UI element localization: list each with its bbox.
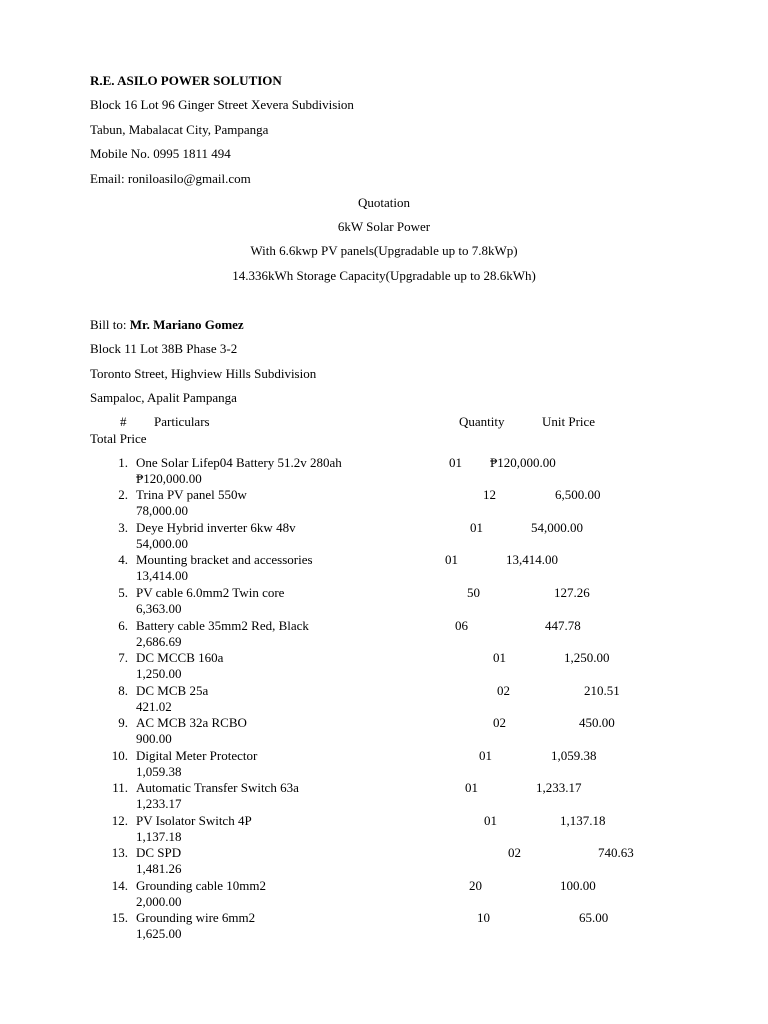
list-item [0,910,768,942]
bill-to-label: Bill to: [90,317,130,332]
item-name: Deye Hybrid inverter 6kw 48v [136,520,296,535]
item-quantity: 02 [497,683,510,698]
item-quantity: 01 [479,748,492,763]
company-mobile: Mobile No. 0995 1811 494 [90,146,231,161]
item-name: Grounding cable 10mm2 [136,878,266,893]
item-quantity: 50 [467,585,480,600]
item-name: PV Isolator Switch 4P [136,813,252,828]
item-name: Digital Meter Protector [136,748,258,763]
item-total-price: 421.02 [136,699,172,714]
company-email: Email: roniloasilo@gmail.com [90,171,251,186]
header-total-price: Total Price [90,431,147,446]
item-quantity: 01 [484,813,497,828]
item-quantity: 01 [465,780,478,795]
company-address-line1: Block 16 Lot 96 Ginger Street Xevera Subdivision [90,97,354,112]
item-unit-price: 54,000.00 [531,520,583,535]
storage-spec: 14.336kWh Storage Capacity(Upgradable up to 28.6kWh) [232,268,536,283]
item-quantity: 02 [493,715,506,730]
item-total-price: 1,481.26 [136,861,182,876]
item-unit-price: 210.51 [584,683,620,698]
header-particulars: Particulars [154,414,210,429]
item-quantity: 02 [508,845,521,860]
item-quantity: 01 [470,520,483,535]
header-quantity: Quantity [459,414,505,429]
item-unit-price: 65.00 [579,910,609,925]
item-number: 13. [111,845,128,860]
item-number: 14. [111,878,128,893]
list-item [0,455,768,487]
item-unit-price: 447.78 [545,618,581,633]
quotation-title: Quotation [358,195,410,210]
item-unit-price: 1,250.00 [564,650,610,665]
header-unit-price: Unit Price [542,414,596,429]
list-item [0,683,768,715]
item-total-price: 1,250.00 [136,666,182,681]
list-item [0,813,768,845]
item-name: AC MCB 32a RCBO [136,715,247,730]
list-item [0,748,768,780]
item-quantity: 20 [469,878,482,893]
list-item [0,520,768,552]
item-total-price: 6,363.00 [136,601,182,616]
item-number: 1. [118,455,128,470]
item-total-price: 1,137.18 [136,829,182,844]
item-total-price: 54,000.00 [136,536,188,551]
item-unit-price: 6,500.00 [555,487,601,502]
list-item [0,845,768,877]
item-number: 7. [118,650,128,665]
item-unit-price: 740.63 [598,845,634,860]
bill-to [90,317,244,332]
item-unit-price: 13,414.00 [506,552,558,567]
item-name: One Solar Lifep04 Battery 51.2v 280ah [136,455,342,470]
item-total-price: 2,686.69 [136,634,182,649]
item-name: Grounding wire 6mm2 [136,910,256,925]
item-number: 4. [118,552,128,567]
item-number: 12. [111,813,128,828]
item-name: Mounting bracket and accessories [136,552,313,567]
panels-spec: With 6.6kwp PV panels(Upgradable up to 7.8kWp) [250,243,518,258]
customer-address-line3: Sampaloc, Apalit Pampanga [90,390,237,405]
list-item [0,878,768,910]
item-number: 5. [118,585,128,600]
item-number: 9. [118,715,128,730]
list-item [0,780,768,812]
item-total-price: 1,233.17 [136,796,182,811]
list-item [0,585,768,617]
item-total-price: 78,000.00 [136,503,188,518]
item-total-price: 13,414.00 [136,568,188,583]
customer-name: Mr. Mariano Gomez [129,317,244,332]
item-name: DC MCCB 160a [136,650,224,665]
item-quantity: 01 [445,552,458,567]
item-number: 6. [118,618,128,633]
company-name: R.E. ASILO POWER SOLUTION [90,73,282,88]
item-unit-price: 127.26 [554,585,590,600]
item-unit-price: 450.00 [579,715,615,730]
item-quantity: 01 [449,455,462,470]
item-total-price: 900.00 [136,731,172,746]
list-item [0,650,768,682]
item-unit-price: ₱120,000.00 [490,455,556,470]
item-quantity: 10 [477,910,490,925]
item-total-price: 1,625.00 [136,926,182,941]
item-number: 10. [111,748,128,763]
item-number: 15. [111,910,128,925]
item-total-price: 1,059.38 [136,764,182,779]
list-item [0,552,768,584]
list-item [0,715,768,747]
item-name: Automatic Transfer Switch 63a [136,780,299,795]
item-number: 11. [112,780,128,795]
item-name: DC SPD [136,845,182,860]
list-item [0,618,768,650]
item-number: 2. [118,487,128,502]
list-item [0,487,768,519]
item-quantity: 12 [483,487,496,502]
item-unit-price: 1,059.38 [551,748,597,763]
item-name: Battery cable 35mm2 Red, Black [136,618,309,633]
company-address-line2: Tabun, Mabalacat City, Pampanga [90,122,269,137]
item-total-price: 2,000.00 [136,894,182,909]
item-quantity: 06 [455,618,468,633]
item-number: 3. [118,520,128,535]
item-unit-price: 100.00 [560,878,596,893]
item-unit-price: 1,137.18 [560,813,606,828]
item-name: Trina PV panel 550w [136,487,247,502]
item-total-price: ₱120,000.00 [136,471,202,486]
customer-address-line1: Block 11 Lot 38B Phase 3-2 [90,341,238,356]
item-name: DC MCB 25a [136,683,209,698]
header-number: # [120,414,127,429]
item-name: PV cable 6.0mm2 Twin core [136,585,285,600]
item-number: 8. [118,683,128,698]
item-quantity: 01 [493,650,506,665]
item-unit-price: 1,233.17 [536,780,582,795]
customer-address-line2: Toronto Street, Highview Hills Subdivision [90,366,317,381]
system-size: 6kW Solar Power [337,219,431,234]
